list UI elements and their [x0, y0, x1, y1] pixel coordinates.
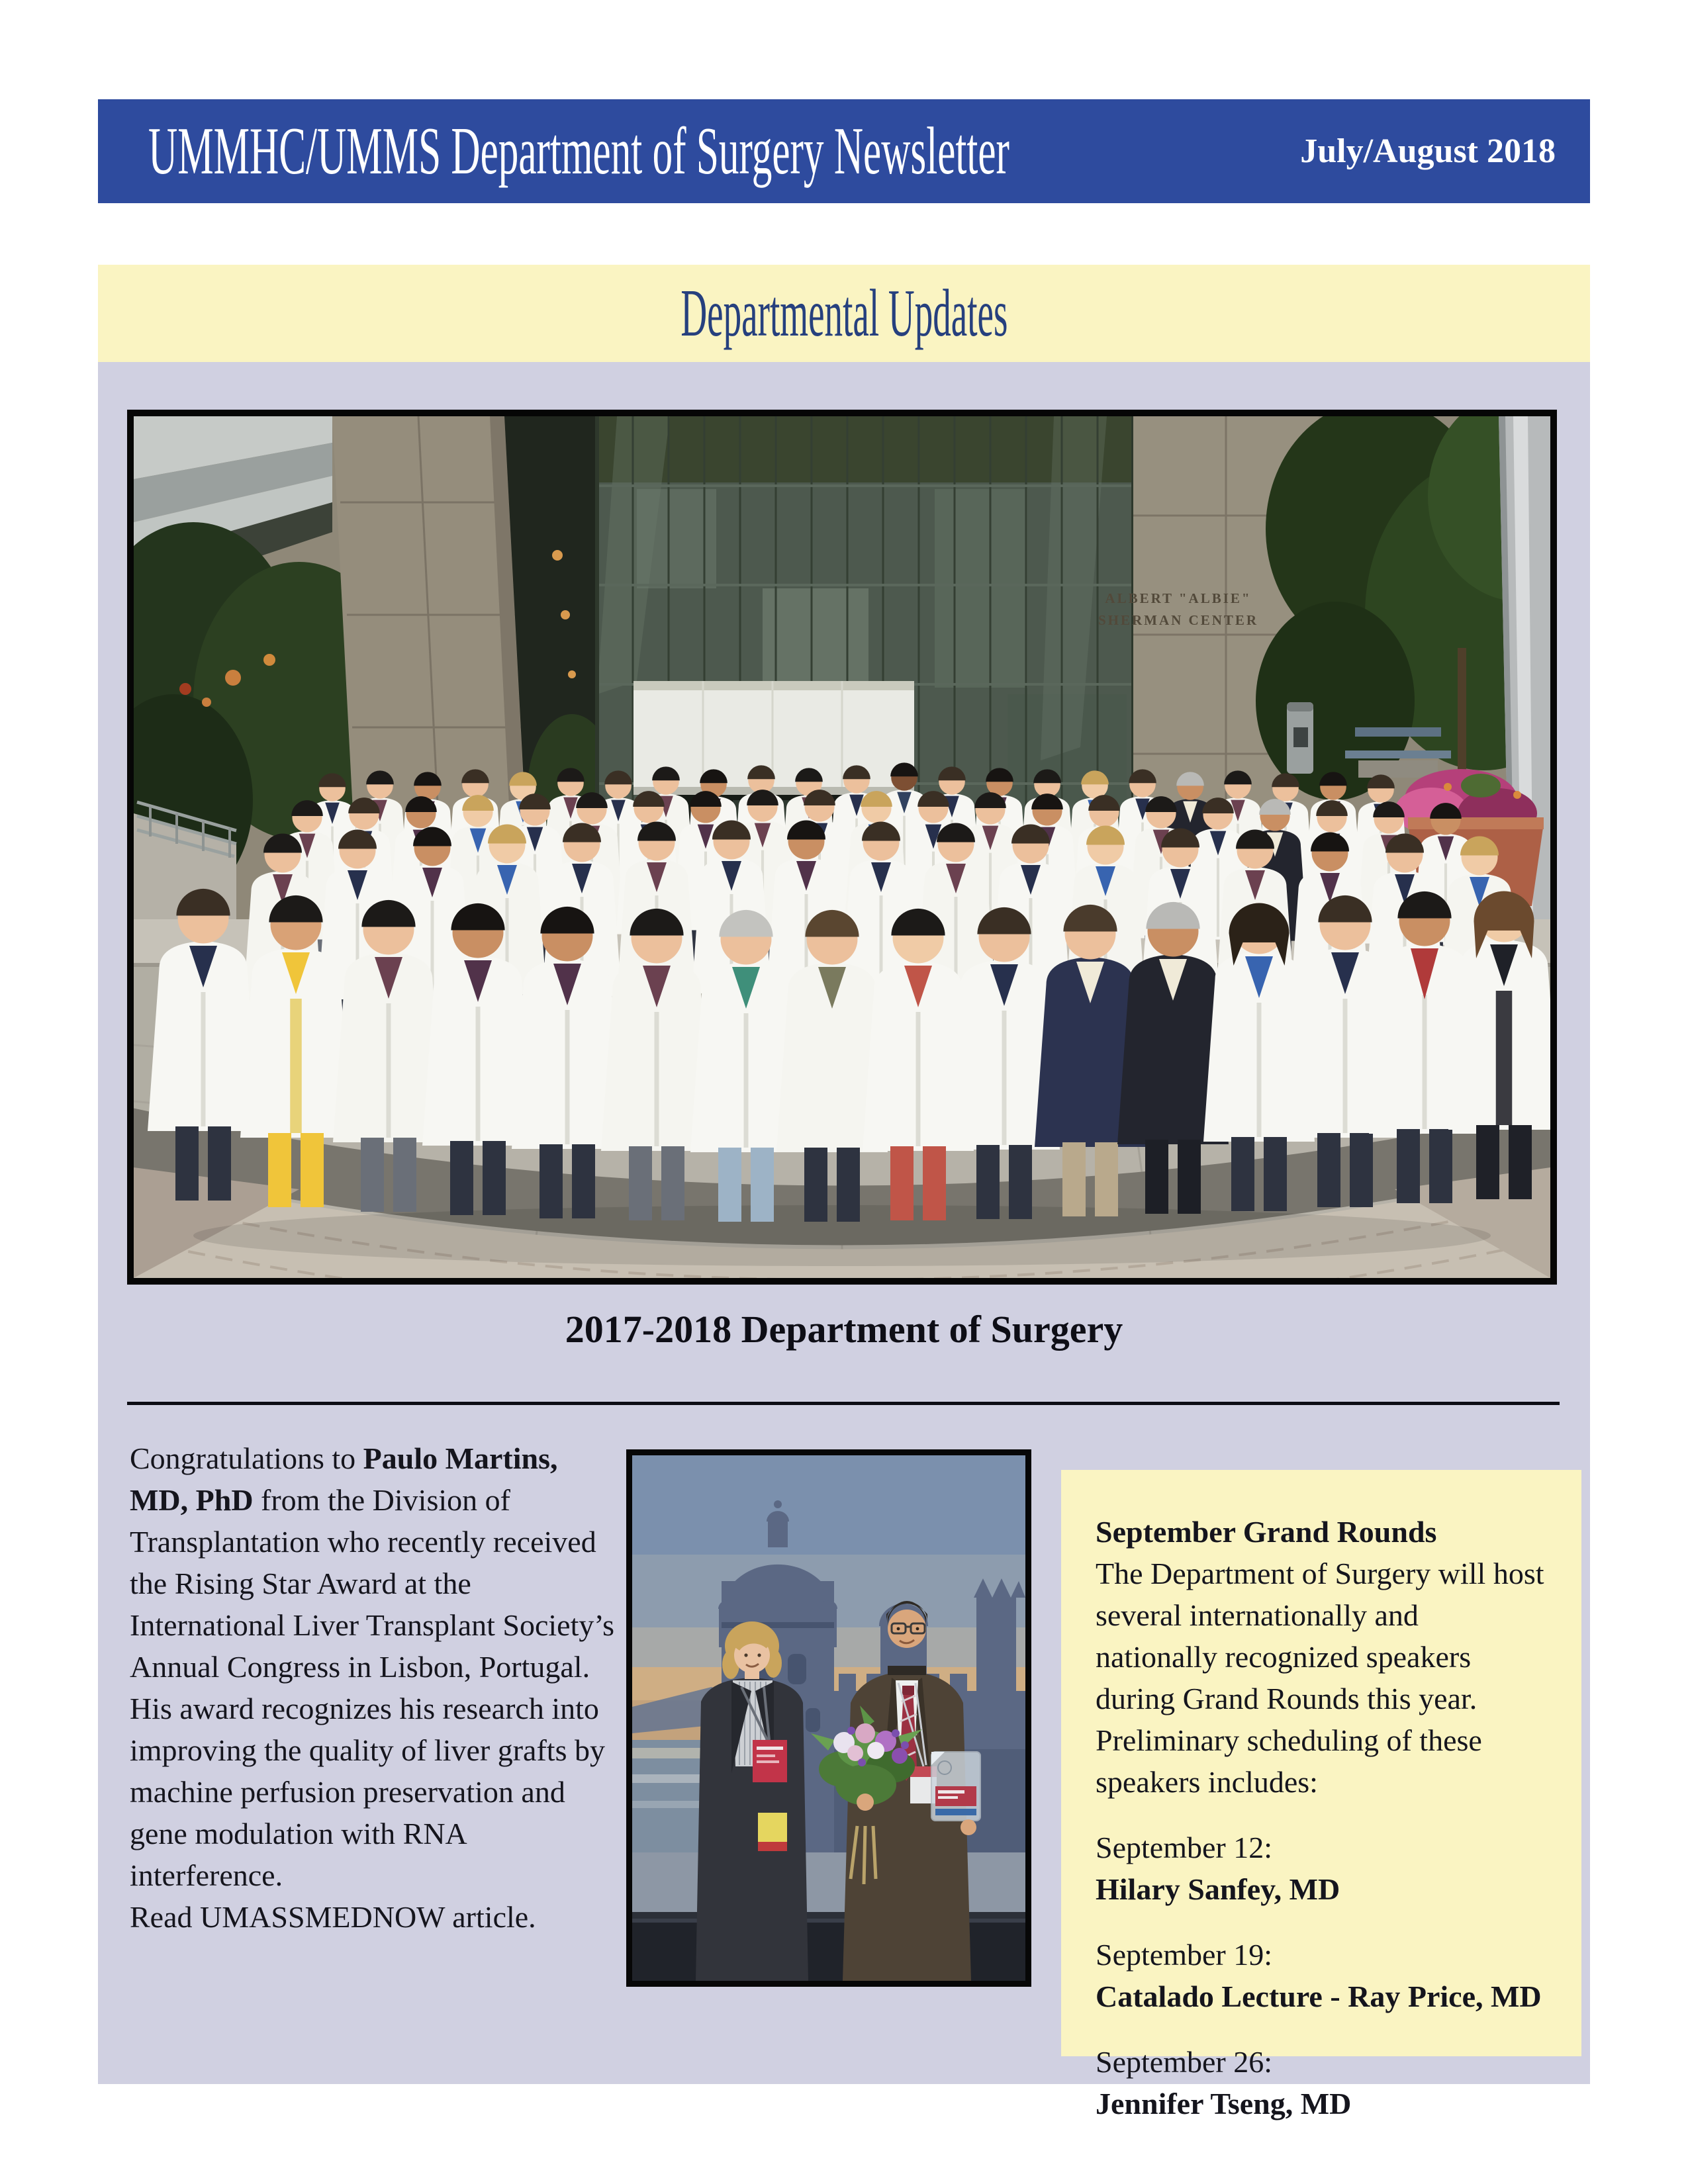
- entry-speaker: Hilary Sanfey, MD: [1096, 1872, 1340, 1906]
- group-photo: [127, 410, 1557, 1285]
- article-name-bold: Paulo Martins, MD, PhD: [130, 1441, 558, 1517]
- award-photo-illustration: [632, 1455, 1025, 1981]
- issue-date: July/August 2018: [1300, 132, 1556, 170]
- masthead: [98, 99, 1590, 203]
- entry-date: September 19:: [1096, 1938, 1272, 1972]
- award-photo: [626, 1449, 1031, 1987]
- article-text: [130, 1437, 621, 1938]
- article-body: from the Division of Transplantation who recently received the Rising Star Award at the International Liver Transplant Society’s Annual Congress in Lisbon, Portugal. His award recognizes his research into improving the quality of liver grafts by machine perfusion preservation and gene modulation with RNA interference.: [130, 1483, 615, 1892]
- entry-date: September 12:: [1096, 1831, 1272, 1864]
- building-sign-line2: SHERMAN CENTER: [1098, 612, 1259, 628]
- grand-rounds-entry: [1096, 2041, 1547, 2124]
- bollard: [1287, 702, 1313, 774]
- content-area: [98, 362, 1590, 2120]
- entry-speaker: Jennifer Tseng, MD: [1096, 2087, 1352, 2120]
- newsletter-title: UMMHC/UMMS Department of Surgery Newsletter: [148, 114, 1009, 189]
- grand-rounds-entry: [1096, 1934, 1547, 2017]
- divider-rule: [127, 1402, 1560, 1405]
- group-photo-illustration: [134, 416, 1550, 1278]
- grand-rounds-box: [1061, 1470, 1581, 2120]
- grand-rounds-heading: September Grand Rounds: [1096, 1515, 1437, 1549]
- picnic-tables: [1345, 727, 1451, 778]
- entry-speaker: Catalado Lecture - Ray Price, MD: [1096, 1979, 1542, 2013]
- building-sign-line1: ALBERT "ALBIE": [1105, 590, 1252, 606]
- grand-rounds-entry: [1096, 1827, 1547, 1910]
- section-title: Departmental Updates: [680, 276, 1008, 351]
- article-link[interactable]: Read UMASSMEDNOW article.: [130, 1900, 536, 1934]
- article-paragraph: [130, 1437, 621, 1896]
- photo-caption: 2017-2018 Department of Surgery: [565, 1308, 1123, 1351]
- entry-date: September 26:: [1096, 2045, 1272, 2079]
- grand-rounds-intro: The Department of Surgery will host several internationally and nationally recognized speakers during Grand Rounds this year. Preliminary scheduling of these speakers includes:: [1096, 1557, 1544, 1799]
- article-intro: Congratulations to: [130, 1441, 363, 1475]
- section-banner: [98, 265, 1590, 362]
